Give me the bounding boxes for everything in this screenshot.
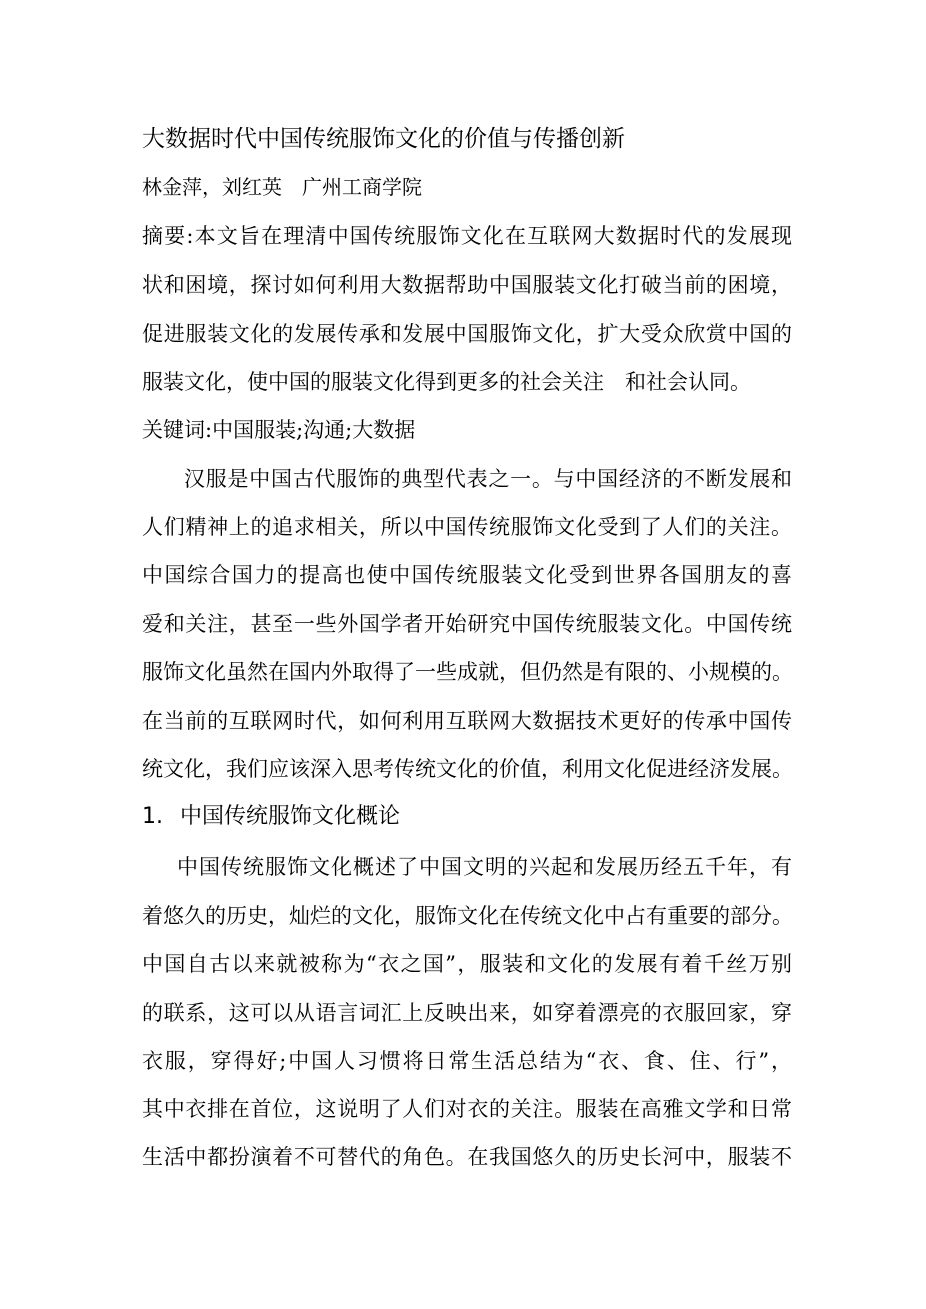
body-line: 生活中都扮演着不可替代的角色。在我国悠久的历史长河中，服装不 [142,1145,792,1169]
section-heading [142,802,400,832]
section-title: 中国传统服饰文化概论 [180,804,401,829]
author-line: 林金萍，刘红英 广州工商学院 [142,175,422,199]
body-line: 的联系，这可以从语言词汇上反映出来，如穿着漂亮的衣服回家，穿 [142,1001,792,1025]
keywords-line: 关键词:中国服装;沟通;大数据 [142,418,416,442]
body-line: 中国自古以来就被称为“衣之国”，服装和文化的发展有着千丝万别 [142,952,792,976]
abstract-line: 服装文化，使中国的服装文化得到更多的社会关注 和社会认同。 [142,370,751,394]
section-number: 1. [142,804,163,829]
body-line: 其中衣排在首位，这说明了人们对衣的关注。服装在高雅文学和日常 [142,1097,792,1121]
abstract-line: 状和困境，探讨如何利用大数据帮助中国服装文化打破当前的困境， [142,273,792,297]
abstract-line: 促进服装文化的发展传承和发展中国服饰文化，扩大受众欣赏中国的 [142,322,792,346]
intro-line: 爱和关注，甚至一些外国学者开始研究中国传统服装文化。中国传统 [142,612,792,636]
body-line: 衣服，穿得好;中国人习惯将日常生活总结为“衣、食、住、行”， [142,1049,792,1073]
body-line: 中国传统服饰文化概述了中国文明的兴起和发展历经五千年，有 [177,855,792,879]
intro-line: 在当前的互联网时代，如何利用互联网大数据技术更好的传承中国传 [142,709,792,733]
intro-line: 汉服是中国古代服饰的典型代表之一。与中国经济的不断发展和 [184,467,792,491]
paper-title: 大数据时代中国传统服饰文化的价值与传播创新 [142,126,625,152]
abstract-line: 摘要:本文旨在理清中国传统服饰文化在互联网大数据时代的发展现 [142,224,792,248]
body-line: 着悠久的历史，灿烂的文化，服饰文化在传统文化中占有重要的部分。 [142,904,793,928]
intro-line: 统文化，我们应该深入思考传统文化的价值，利用文化促进经济发展。 [142,757,793,781]
intro-line: 服饰文化虽然在国内外取得了一些成就，但仍然是有限的、小规模的。 [142,660,793,684]
intro-line: 中国综合国力的提高也使中国传统服装文化受到世界各国朋友的喜 [142,563,792,587]
intro-line: 人们精神上的追求相关，所以中国传统服饰文化受到了人们的关注。 [142,515,792,539]
